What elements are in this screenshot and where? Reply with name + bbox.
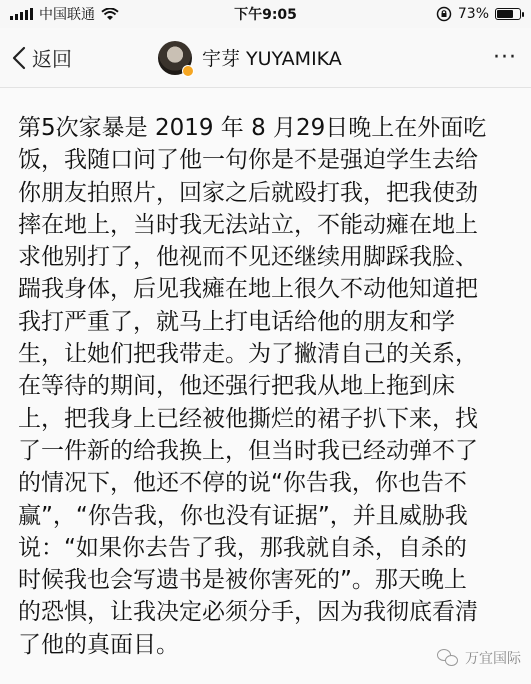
post-line: 在等待的期间，他还强行把我从地上拖到床 [18, 373, 455, 400]
post-line: 我打严重了，就马上打电话给他的朋友和学 [18, 308, 455, 335]
post-line: 了他的真面目。 [18, 631, 179, 658]
post-line: 了一件新的给我换上，但当时我已经动弹不了 [18, 437, 478, 464]
page-title: 宇芽 YUYAMIKA [202, 48, 342, 70]
post-line: 说：“如果你去告了我，那我就自杀，自杀的 [18, 534, 467, 561]
nav-bar [0, 28, 531, 88]
status-left [10, 4, 119, 24]
back-button[interactable] [0, 43, 72, 72]
watermark [437, 648, 521, 668]
status-time: 下午9:05 [234, 7, 297, 23]
status-right [436, 6, 521, 22]
post-line: 饭，我随口问了他一句你是不是强迫学生去给 [18, 147, 478, 174]
post-line: 上，把我身上已经被他撕烂的裙子扒下来，找 [18, 405, 478, 432]
post-line: 踹我身体，后见我瘫在地上很久不动他知道把 [18, 276, 478, 303]
verified-badge-icon [182, 65, 194, 77]
profile-header[interactable] [158, 41, 342, 75]
post-line: 你朋友拍照片，回家之后就殴打我，把我使劲 [18, 179, 478, 206]
post-line: 摔在地上，当时我无法站立，不能动瘫在地上 [18, 211, 478, 238]
post-line: 赢”，“你告我，你也没有证据”，并且威胁我 [18, 502, 468, 529]
post-line: 求他别打了，他视而不见还继续用脚踩我脸、 [18, 244, 478, 271]
more-button[interactable]: ··· [493, 45, 517, 70]
battery-icon [495, 8, 521, 20]
avatar[interactable] [158, 41, 192, 75]
post-line: 生，让她们把我带走。为了撇清自己的关系， [18, 341, 478, 368]
chevron-left-icon [12, 46, 26, 70]
post-content [18, 112, 516, 661]
back-label: 返回 [32, 47, 72, 71]
signal-icon [10, 8, 33, 20]
post-line: 的恐惧，让我决定必须分手，因为我彻底看清 [18, 599, 478, 626]
orientation-lock-icon [436, 6, 452, 22]
wechat-icon [437, 649, 459, 667]
post-line: 第5次家暴是 2019 年 8 月29日晚上在外面吃 [18, 115, 487, 141]
wifi-icon [101, 8, 119, 21]
status-bar [0, 0, 531, 28]
watermark-label: 万宜国际 [465, 651, 521, 667]
carrier-label: 中国联通 [39, 7, 95, 23]
post-line: 时候我也会写遗书是被你害死的”。那天晚上 [18, 567, 467, 594]
battery-percent: 73% [457, 6, 489, 22]
post-line: 的情况下，他还不停的说“你告我，你也告不 [18, 470, 467, 497]
